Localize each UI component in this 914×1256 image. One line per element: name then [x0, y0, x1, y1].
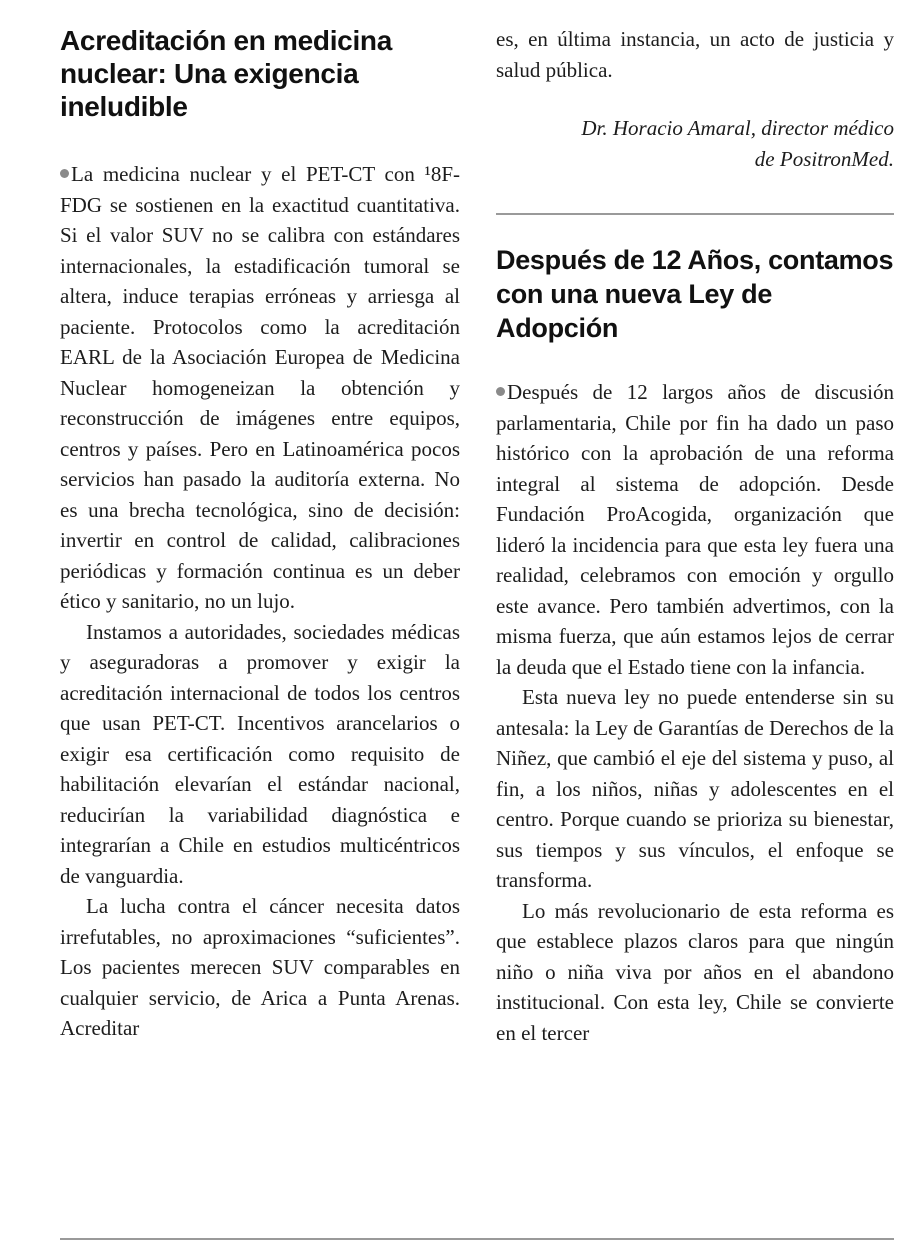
paragraph-text: Después de 12 largos años de discusión parlamentaria, Chile por fin ha dado un paso histórico con la aprobación de una reforma integral al sistema de adopción. Desde Fundación ProAcogida, organización que lideró la incidencia para que esta ley fuera una realidad, celebramos con emoción y orgullo este avance. Pero también advertimos, con la misma fuerza, que aún estamos lejos de cerrar la deuda que el Estado tiene con la infancia.: [496, 380, 894, 679]
letter-paragraph: [60, 159, 460, 617]
bullet-dot-icon: [60, 169, 69, 178]
letter-paragraph: Instamos a autoridades, sociedades médicas y aseguradoras a promover y exigir la acreditación internacional de todos los centros que usan PET-CT. Incentivos arancelarios o exigir esa certificación como requisito de habilitación elevarían el estándar nacional, reducirían la variabilidad diagnóstica e integrarían a Chile en estudios multicéntricos de vanguardia.: [60, 619, 460, 888]
bullet-dot-icon: [496, 387, 505, 396]
letter-left-column: [60, 24, 460, 1044]
signature-affiliation: de PositronMed.: [754, 147, 894, 171]
letter-paragraph: [496, 377, 894, 682]
signature-name: Dr. Horacio Amaral, director médico: [581, 116, 894, 140]
letter-signature: [496, 113, 894, 175]
letter-headline: Acreditación en medicina nuclear: Una exigencia ineludible: [60, 25, 393, 122]
letter-paragraph: Lo más revolucionario de esta reforma es que establece plazos claros para que ningún niño o niña viva por años en el abandono institucional. Con esta ley, Chile se convierte en el tercer: [496, 898, 894, 1045]
letter-continuation: es, en última instancia, un acto de justicia y salud pública.: [496, 27, 894, 82]
section-divider: [496, 213, 894, 215]
letter-paragraph: La lucha contra el cáncer necesita datos irrefutables, no aproximaciones “suficientes”. Los pacientes merecen SUV comparables en cualquier servicio, de Arica a Punta Arenas. Acreditar: [60, 894, 460, 1040]
letter-headline: Después de 12 Años, contamos con una nueva Ley de Adopción: [496, 245, 894, 343]
letter-paragraph: Esta nueva ley no puede entenderse sin su antesala: la Ley de Garantías de Derechos de la Niñez, que cambió el eje del sistema y puso, al fin, a los niños, niñas y adolescentes en el centro. Porque cuando se prioriza su bienestar, sus tiempos y sus vínculos, el enfoque se transforma.: [496, 685, 894, 892]
paragraph-text: La medicina nuclear y el PET-CT con ¹8F-FDG se sostienen en la exactitud cuantitativa. Si el valor SUV no se calibra con estándares internacionales, la estadificación tumoral se altera, induce terapias erróneas y arriesga al paciente. Protocolos como la acreditación EARL de la Asociación Europea de Medicina Nuclear homogeneizan la obtención y reconstrucción de imágenes entre equipos, centros y países. Pero en Latinoamérica pocos servicios han pasado la auditoría externa. No es una brecha tecnológica, sino de decisión: invertir en control de calidad, calibraciones periódicas y formación continua es un deber ético y sanitario, no un lujo.: [60, 162, 460, 613]
letter-right-column: [496, 24, 894, 1048]
bottom-divider: [60, 1238, 894, 1240]
